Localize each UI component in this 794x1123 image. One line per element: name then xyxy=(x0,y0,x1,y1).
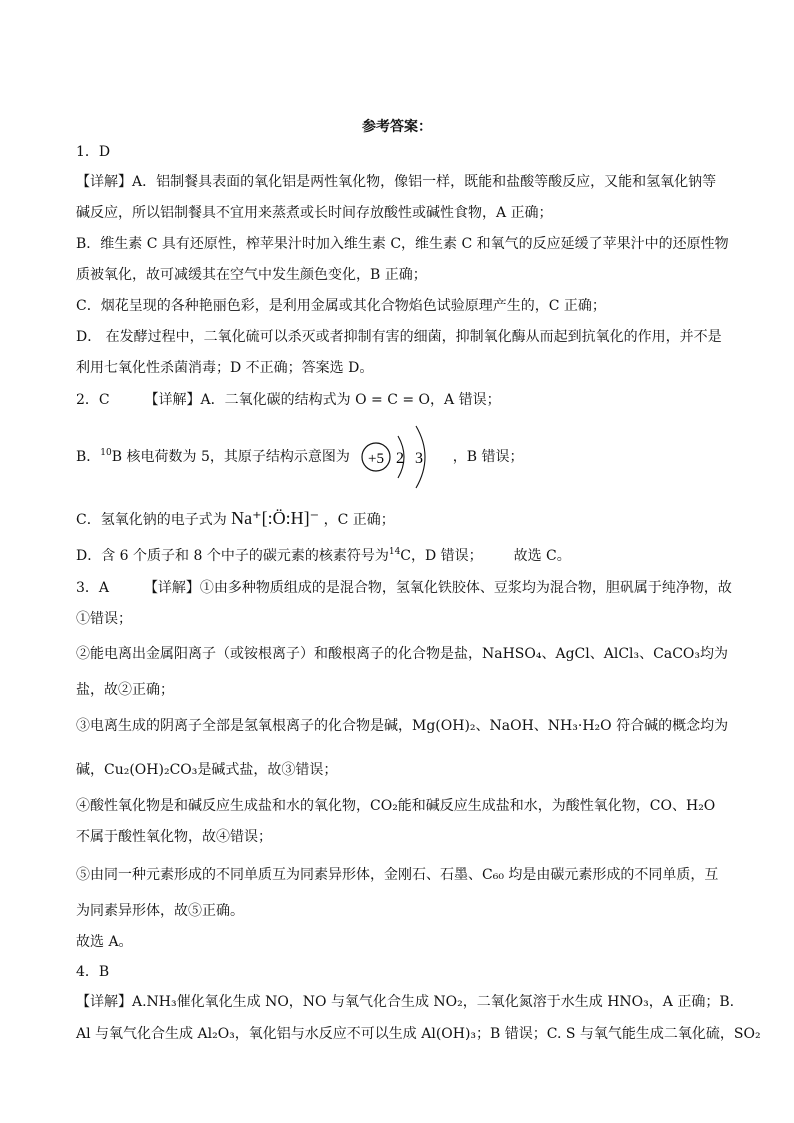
q2-b-text: B 核电荷数为 5，其原子结构示意图为 xyxy=(111,449,350,465)
nucleus-charge: +5 xyxy=(368,451,385,467)
naoh-electron-formula: Na⁺[:Ö:H]⁻ xyxy=(231,508,320,528)
q3-line-2: ①错误； xyxy=(76,611,132,627)
q2-answer: 故选 C。 xyxy=(513,548,571,564)
q4-line-1: 【详解】A.NH₃催化氧化生成 NO，NO 与氧气化合生成 NO₂，二氧化氮溶于水生成 HNO₃，A 正确；B. xyxy=(76,994,735,1010)
q2-b-suffix: ，B 错误； xyxy=(452,449,524,465)
q3-line-8: 不属于酸性氧化物，故④错误； xyxy=(76,829,272,845)
q3-line-1 xyxy=(76,578,732,598)
q3-line-7: ④酸性氧化物是和碱反应生成盐和水的氧化物，CO₂能和碱反应生成盐和水，为酸性氧化物，CO、H₂O xyxy=(76,798,716,814)
shell-1-electrons: 2 xyxy=(396,450,405,467)
q2-line-b xyxy=(76,422,524,492)
q3-line-3: ②能电离出金属阳离子（或铵根离子）和酸根离子的化合物是盐，NaHSO₄、AgCl、AlCl₃、CaCO₃均为 xyxy=(76,646,728,662)
q1-line-7: 利用七氧化性杀菌消毒；D 不正确；答案选 D。 xyxy=(76,360,374,376)
q1-line-4: 质被氧化，故可减缓其在空气中发生颜色变化，B 正确； xyxy=(76,267,427,283)
q3-line-11: 故选 A。 xyxy=(76,934,133,950)
q2-c-text: C．氢氧化钠的电子式为 xyxy=(76,512,227,528)
shell-2-electrons: 3 xyxy=(415,450,424,467)
q2-d-text: D．含 6 个质子和 8 个中子的碳元素的核素符号为 xyxy=(76,548,389,564)
q2-line-c xyxy=(76,508,395,530)
q1-line-3: B．维生素 C 具有还原性，榨苹果汁时加入维生素 C，维生素 C 和氧气的反应延缓了苹果汁中的还原性物 xyxy=(76,236,729,252)
q2-option-a: 【详解】A．二氧化碳的结构式为 O = C = O，A 错误； xyxy=(144,392,501,408)
q2-header: 2．C xyxy=(76,392,110,408)
q3-text-1: 【详解】①由多种物质组成的是混合物，氢氧化铁胶体、豆浆均为混合物，胆矾属于纯净物，故 xyxy=(143,580,732,596)
q2-b-prefix: B． xyxy=(76,449,101,465)
q2-b-mass-number: 10 xyxy=(100,448,112,458)
q4-line-2: Al 与氧气化合生成 Al₂O₃，氧化铝与水反应不可以生成 Al(OH)₃；B 错误；C. S 与氧气能生成二氧化硫，SO₂ xyxy=(76,1026,761,1042)
q3-header: 3．A xyxy=(76,580,110,596)
q3-line-10: 为同素异形体，故⑤正确。 xyxy=(76,903,244,919)
q3-line-9: ⑤由同一种元素形成的不同单质互为同素异形体，金刚石、石墨、C₆₀ 均是由碳元素形成的不同单质，互 xyxy=(76,867,719,883)
q3-line-4: 盐，故②正确； xyxy=(76,682,174,698)
q2-d-mass-number: 14 xyxy=(388,547,401,557)
q1-line-2: 碱反应，所以铝制餐具不宜用来蒸煮或长时间存放酸性或碱性食物，A 正确； xyxy=(76,205,553,221)
q1-line-5: C．烟花呈现的各种艳丽色彩，是利用金属或其化合物焰色试验原理产生的，C 正确； xyxy=(76,298,606,314)
q2-d-suffix: C，D 错误； xyxy=(400,548,483,564)
q2-line-a xyxy=(76,390,501,410)
page-title: 参考答案： xyxy=(362,119,432,135)
q3-line-5: ③电离生成的阴离子全部是氢氧根离子的化合物是碱，Mg(OH)₂、NaOH、NH₃·H₂O 符合碱的概念均为 xyxy=(76,718,729,734)
q4-header: 4．B xyxy=(76,964,110,980)
q1-line-1: 【详解】A．铝制餐具表面的氧化铝是两性氧化物，像铝一样，既能和盐酸等酸反应，又能和氢氧化钠等 xyxy=(76,174,717,190)
q2-line-d xyxy=(76,546,571,566)
q1-header: 1．D xyxy=(76,144,111,160)
q3-line-6: 碱，Cu₂(OH)₂CO₃是碱式盐，故③错误； xyxy=(76,762,338,778)
q1-line-6: D． 在发酵过程中，二氧化硫可以杀灭或者抑制有害的细菌，抑制氧化酶从而起到抗氧化的作用，并不是 xyxy=(76,329,722,345)
q2-c-suffix: ，C 正确； xyxy=(323,512,395,528)
atom-structure-diagram xyxy=(358,422,444,492)
